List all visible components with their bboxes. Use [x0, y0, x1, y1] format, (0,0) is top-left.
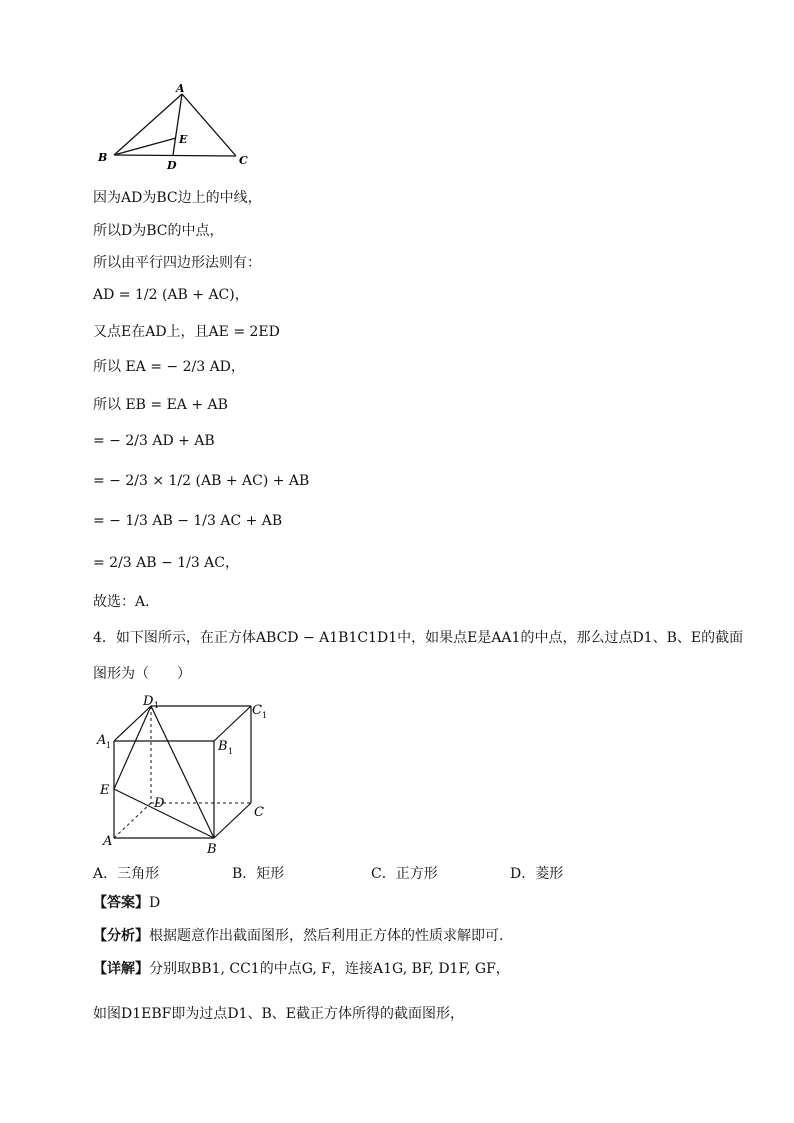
label-e: E — [100, 783, 110, 798]
section-edge-ed1 — [114, 706, 151, 789]
detail-text: 分别取BB1, CC1的中点G, F，连接A1G, BF, D1F, GF， — [149, 961, 510, 977]
label-d: D — [154, 796, 165, 811]
label-c1: C — [252, 703, 262, 718]
final-line: 如图D1EBF即为过点D1、B、E截正方体所得的截面图形， — [93, 1006, 464, 1022]
answer-line — [93, 894, 160, 912]
label-b: B — [207, 842, 217, 855]
cube-edge-a1d1 — [114, 706, 151, 741]
solution-line-12: 故选：A. — [93, 594, 150, 610]
cube-figure — [95, 693, 280, 855]
analysis-line — [93, 927, 503, 945]
solution-line-4: AD = 1/2 (AB + AC)， — [93, 287, 249, 303]
solution-line-6: 所以 EA = − 2/3 AD， — [93, 359, 245, 375]
solution-line-11: = 2/3 AB − 1/3 AC， — [93, 555, 239, 571]
detail-tag: 【详解】 — [93, 961, 149, 977]
label-c: C — [239, 154, 248, 167]
solution-line-10: = − 1/3 AB − 1/3 AC + AB — [93, 513, 283, 529]
option-d[interactable]: D．菱形 — [510, 866, 564, 882]
triangle-figure — [90, 80, 260, 170]
answer-tag: 【答案】 — [93, 895, 149, 911]
triangle-side-bc — [114, 155, 236, 156]
option-b[interactable]: B．矩形 — [232, 866, 285, 882]
label-a1: A — [97, 733, 107, 748]
option-c[interactable]: C．正方形 — [371, 866, 438, 882]
solution-line-2: 所以D为BC的中点， — [93, 223, 224, 239]
label-e: E — [179, 133, 188, 146]
label-a: A — [176, 82, 185, 95]
label-d1: D — [143, 694, 154, 709]
solution-line-8: = − 2/3 AD + AB — [93, 433, 215, 449]
answer-value: D — [149, 895, 161, 911]
solution-line-5: 又点E在AD上，且AE = 2ED — [93, 324, 280, 340]
label-a: A — [103, 834, 113, 849]
solution-line-3: 所以由平行四边形法则有： — [93, 255, 261, 271]
analysis-tag: 【分析】 — [93, 928, 149, 944]
solution-line-1: 因为AD为BC边上的中线， — [93, 190, 262, 206]
label-a1-sub: 1 — [106, 741, 112, 750]
label-d1-sub: 1 — [154, 701, 160, 710]
hidden-edge-ad — [114, 803, 151, 838]
triangle-side-ac — [182, 94, 236, 156]
cube-edge-bc — [214, 803, 251, 838]
label-b1: B — [218, 739, 228, 754]
label-b: B — [98, 151, 108, 164]
question-4-stem-line-2: 图形为（ ） — [93, 666, 191, 682]
cube-edge-b1c1 — [214, 706, 251, 741]
question-4-stem-line-1: 4．如下图所示，在正方体ABCD − A1B1C1D1中，如果点E是AA1的中点，那么过点D1、B、E的截面 — [93, 630, 744, 646]
detail-line — [93, 960, 510, 978]
section-edge-d1b — [151, 706, 214, 838]
label-b1-sub: 1 — [228, 747, 234, 756]
analysis-text: 根据题意作出截面图形，然后利用正方体的性质求解即可. — [149, 928, 504, 944]
solution-line-9: = − 2/3 × 1/2 (AB + AC) + AB — [93, 473, 310, 489]
label-d: D — [167, 159, 177, 170]
label-c: C — [254, 805, 264, 820]
option-a[interactable]: A．三角形 — [93, 866, 160, 882]
solution-line-7: 所以 EB = EA + AB — [93, 397, 228, 413]
label-c1-sub: 1 — [262, 711, 268, 720]
